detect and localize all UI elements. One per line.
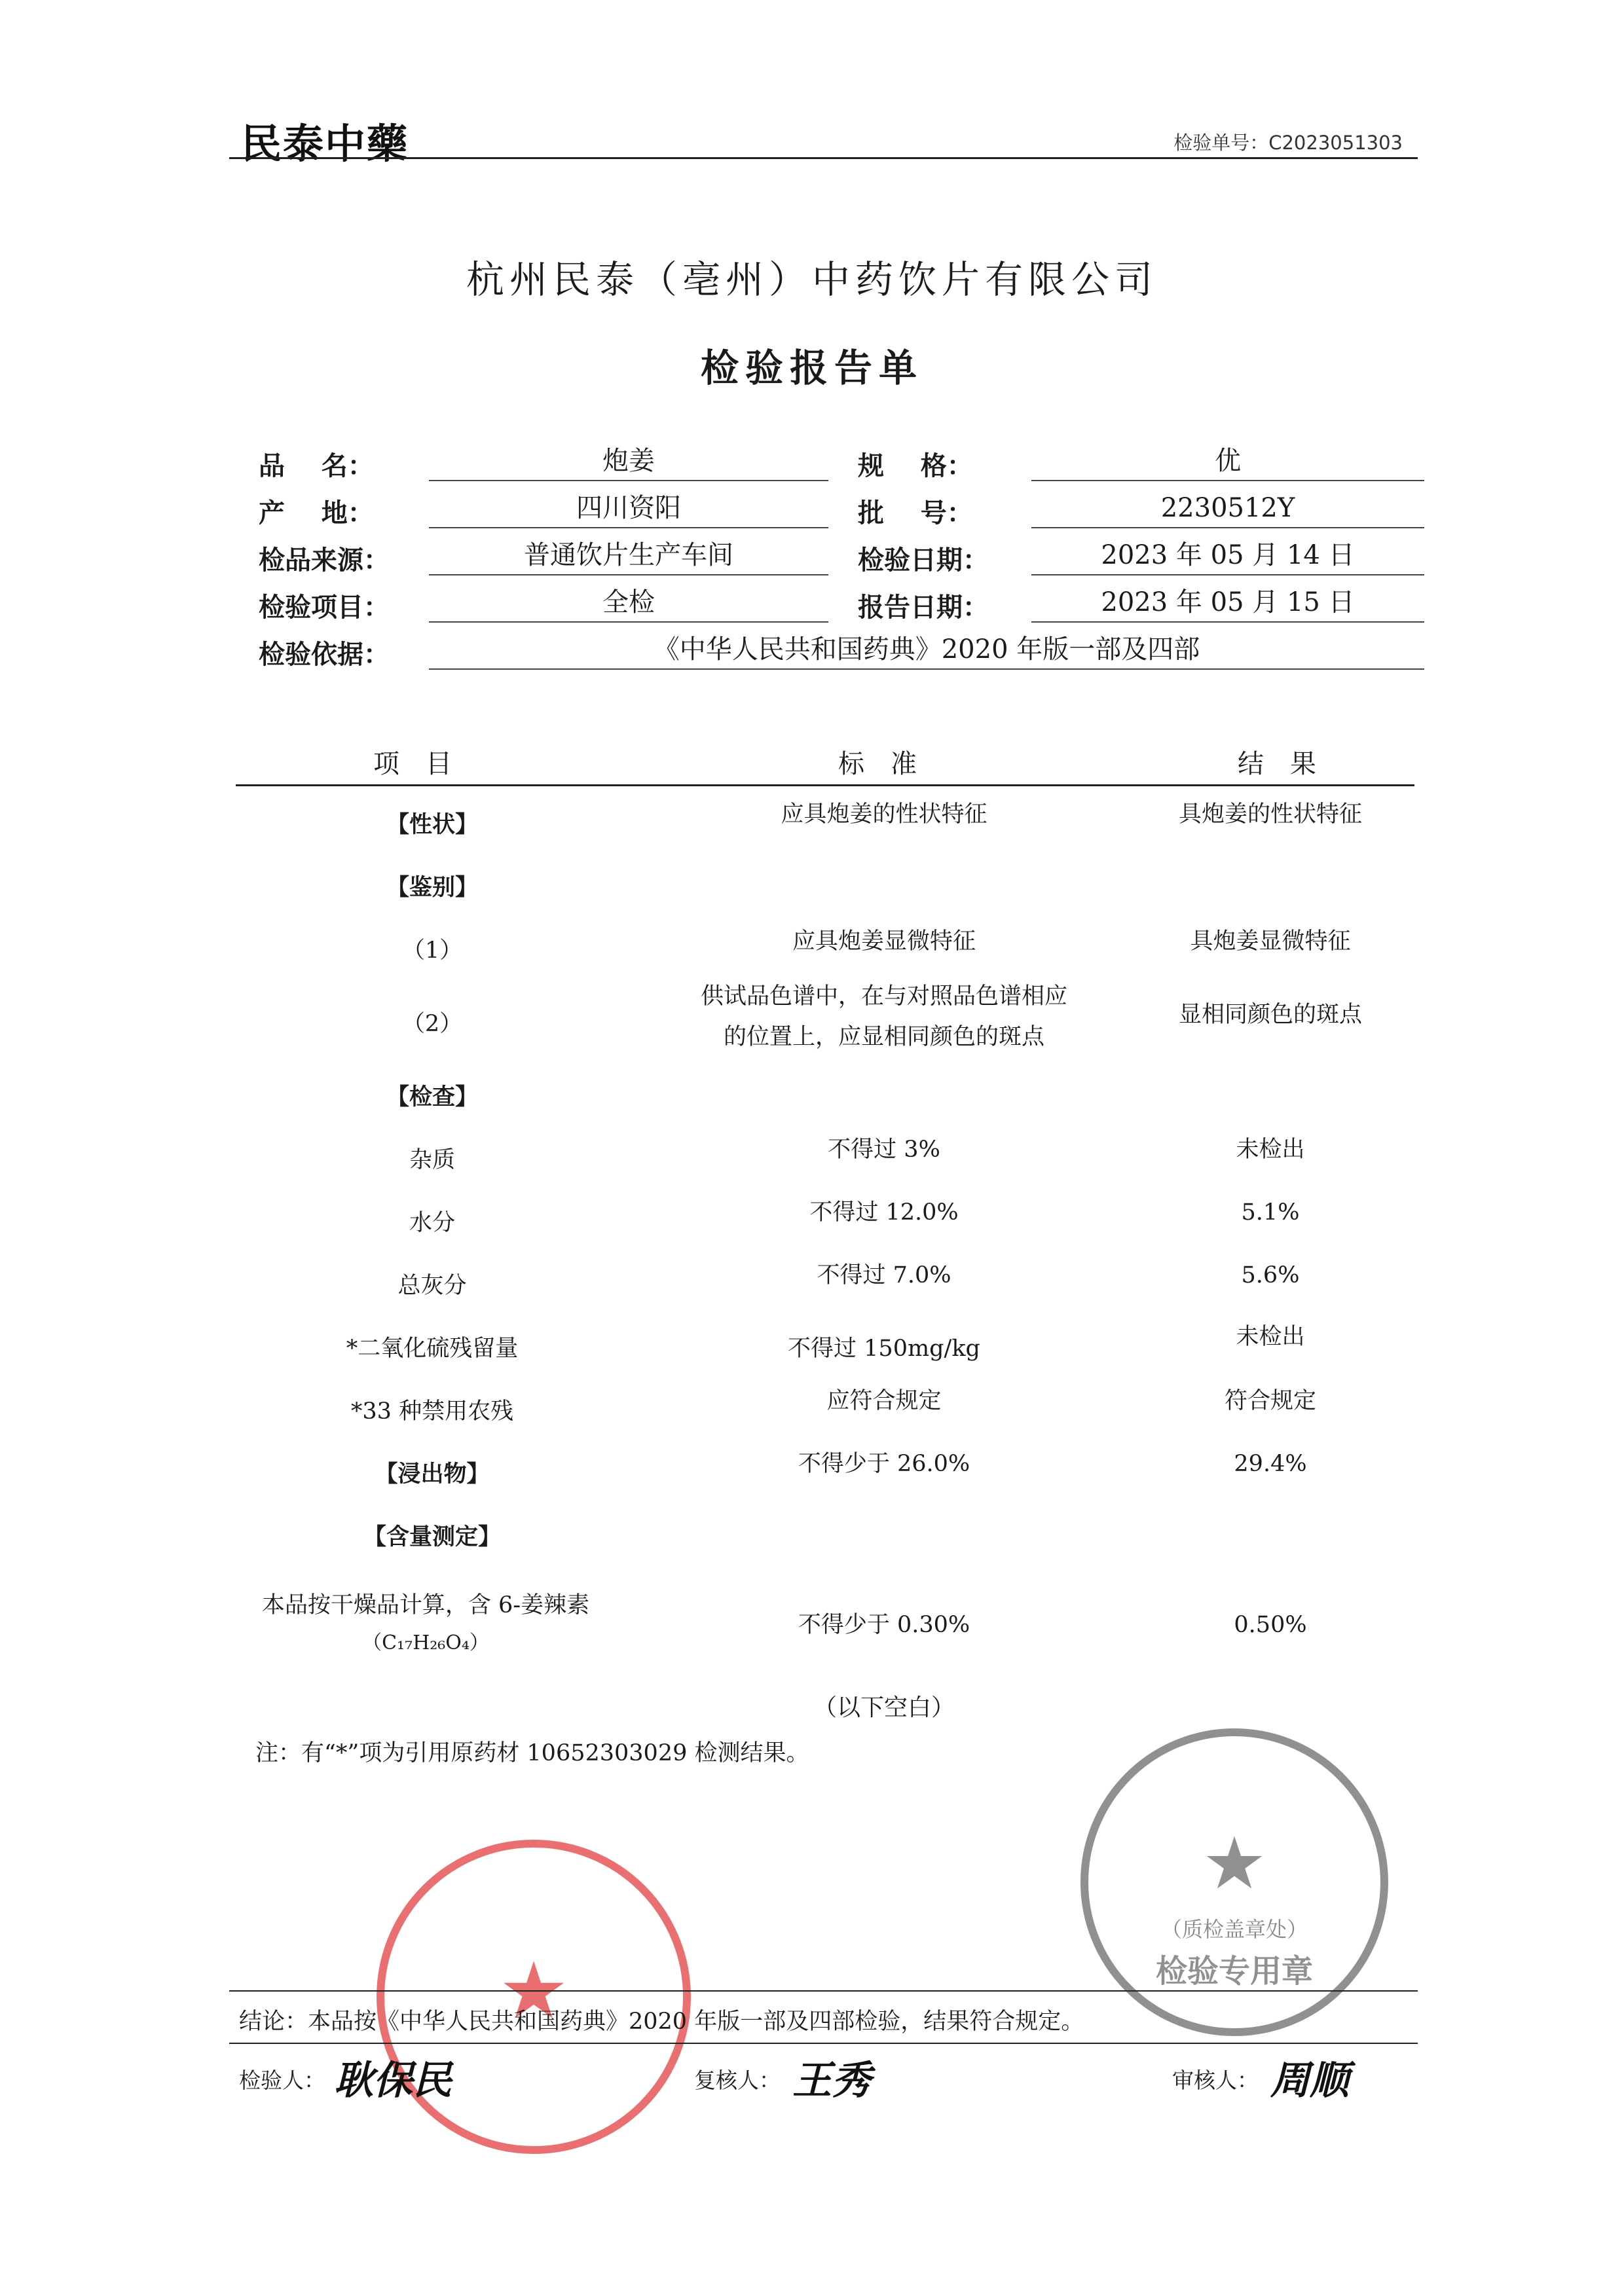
- row-item: 【性状】: [386, 812, 478, 838]
- spec-label: 规 格：: [858, 451, 973, 481]
- row-result: 未检出: [1236, 1137, 1305, 1163]
- seal-bottom-text: 检验专用章: [1155, 1953, 1313, 1990]
- star-icon: ★: [498, 1946, 569, 2037]
- company-name: 杭州民泰（亳州）中药饮片有限公司: [466, 257, 1158, 302]
- spec-value: 优: [1031, 442, 1424, 481]
- row-standard: 应具炮姜的性状特征: [781, 801, 987, 828]
- inspector-signature: 耿保民: [334, 2058, 452, 2104]
- inspector-label: 检验人：: [239, 2068, 325, 2093]
- report-date-label: 报告日期：: [858, 592, 989, 623]
- header-divider: [229, 157, 1418, 159]
- test-date-value: 2023 年 05 月 14 日: [1031, 536, 1424, 575]
- row-item: 本品按干燥品计算，含 6-姜辣素: [261, 1592, 590, 1618]
- row-standard: 不得少于 26.0%: [798, 1451, 970, 1477]
- row-result: 29.4%: [1234, 1451, 1307, 1477]
- items-value: 全检: [429, 583, 828, 623]
- row-item: *33 种禁用农残: [350, 1398, 514, 1425]
- header-result: 结果: [1238, 749, 1342, 779]
- approver-label: 审核人：: [1172, 2068, 1259, 2093]
- batch-value: 2230512Y: [1031, 489, 1424, 528]
- row-item: （1）: [401, 938, 463, 964]
- row-item: *二氧化硫残留量: [346, 1336, 519, 1362]
- row-result: 显相同颜色的斑点: [1178, 1002, 1362, 1028]
- conclusion-top-divider: [229, 1990, 1418, 1992]
- row-item-formula: （C₁₇H₂₆O₄）: [362, 1631, 489, 1654]
- row-standard: 不得少于 0.30%: [798, 1612, 970, 1638]
- header-item: 项目: [373, 749, 478, 779]
- row-result: 符合规定: [1224, 1388, 1316, 1414]
- row-item: 【含量测定】: [363, 1524, 501, 1550]
- row-item: （2）: [401, 1011, 463, 1037]
- name-label: 品 名：: [259, 451, 374, 481]
- row-standard: 不得过 7.0%: [817, 1262, 951, 1288]
- table-header-divider: [236, 784, 1414, 786]
- footnote: 注：有“*”项为引用原药材 10652303029 检测结果。: [255, 1740, 809, 1766]
- batch-label: 批 号：: [858, 498, 973, 528]
- seal-placeholder-text: （质检盖章处）: [1160, 1917, 1308, 1942]
- row-standard: 不得过 3%: [828, 1137, 940, 1163]
- row-standard: 不得过 150mg/kg: [788, 1336, 980, 1362]
- row-item: 【检查】: [386, 1084, 478, 1110]
- row-result: 具炮姜的性状特征: [1178, 801, 1362, 828]
- reviewer-label: 复核人：: [694, 2068, 781, 2093]
- source-label: 检品来源：: [259, 545, 390, 575]
- report-number: 检验单号：C2023051303: [1173, 132, 1403, 154]
- blank-below-note: （以下空白）: [813, 1694, 955, 1721]
- row-result: 5.6%: [1241, 1262, 1300, 1288]
- basis-value: 《中华人民共和国药典》2020 年版一部及四部: [429, 630, 1424, 670]
- items-label: 检验项目：: [259, 592, 390, 623]
- origin-label: 产 地：: [259, 498, 374, 528]
- test-date-label: 检验日期：: [858, 545, 989, 575]
- row-standard: 供试品色谱中，在与对照品色谱相应: [700, 983, 1067, 1010]
- name-value: 炮姜: [429, 442, 828, 481]
- row-standard-line2: 的位置上，应显相同颜色的斑点: [723, 1024, 1044, 1050]
- origin-value: 四川资阳: [429, 489, 828, 528]
- reviewer-signature: 王秀: [792, 2058, 871, 2104]
- conclusion-bottom-divider: [229, 2043, 1418, 2044]
- report-date-value: 2023 年 05 月 15 日: [1031, 583, 1424, 623]
- row-result: 未检出: [1236, 1324, 1305, 1350]
- row-standard: 应符合规定: [826, 1388, 942, 1414]
- company-logo: 民泰中藥: [241, 120, 409, 168]
- row-result: 具炮姜显微特征: [1190, 928, 1351, 955]
- star-icon: ★: [1202, 1821, 1267, 1905]
- document-title: 检验报告单: [700, 346, 923, 390]
- row-item: 【鉴别】: [386, 875, 478, 901]
- row-standard: 应具炮姜显微特征: [792, 928, 976, 955]
- header-standard: 标准: [838, 749, 943, 779]
- row-item: 总灰分: [397, 1273, 467, 1299]
- red-company-seal: [377, 1840, 691, 2154]
- source-value: 普通饮片生产车间: [429, 536, 828, 575]
- row-result: 0.50%: [1234, 1612, 1307, 1638]
- approver-signature: 周顺: [1270, 2058, 1349, 2104]
- row-item: 水分: [409, 1210, 455, 1236]
- row-result: 5.1%: [1241, 1199, 1300, 1226]
- row-item: 【浸出物】: [375, 1461, 490, 1487]
- conclusion-text: 结论：本品按《中华人民共和国药典》2020 年版一部及四部检验，结果符合规定。: [239, 2009, 1084, 2035]
- row-item: 杂质: [409, 1147, 455, 1173]
- basis-label: 检验依据：: [259, 640, 390, 670]
- row-standard: 不得过 12.0%: [809, 1199, 959, 1226]
